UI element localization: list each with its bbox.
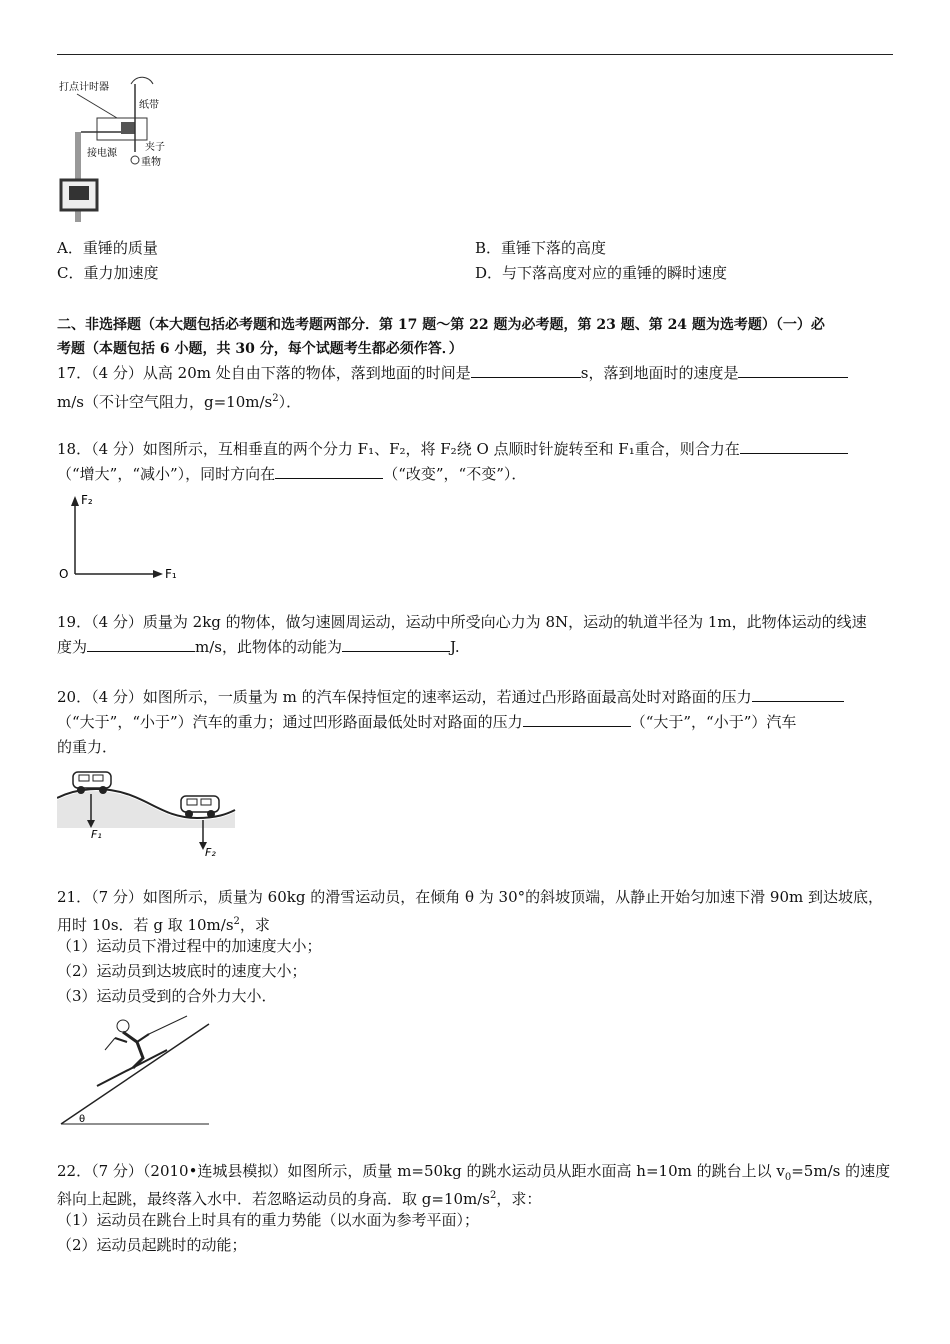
- ski-slope-figure: [57, 1012, 217, 1130]
- q20-text-a: 20．（4 分）如图所示，一质量为 m 的汽车保持恒定的速率运动，若通过凸形路面最高处时对路面的压力: [57, 688, 752, 706]
- f2-label: F₂: [205, 846, 216, 859]
- q21-sup: 2: [233, 916, 240, 927]
- q17-blank-time[interactable]: [471, 363, 581, 378]
- q21-sub2: （2）运动员到达坡底时的速度大小；: [57, 962, 307, 980]
- q21-line2: [57, 911, 270, 936]
- car-bottom: [181, 796, 219, 818]
- q17-text-a: 17．（4 分）从高 20m 处自由下落的物体，落到地面的时间是: [57, 364, 471, 382]
- q18-text-a: 18．（4 分）如图所示，互相垂直的两个分力 F₁、F₂，将 F₂绕 O 点顺时针旋转至和 F₁重合，则合力在: [57, 440, 740, 458]
- label-weight: 重物: [141, 157, 161, 168]
- force-diagram: [57, 490, 187, 585]
- q19-blank-speed[interactable]: [87, 637, 195, 652]
- q18-line1: [57, 438, 848, 460]
- q19-text-c: J.: [450, 638, 460, 656]
- q18-blank-direction[interactable]: [275, 464, 383, 479]
- choice-d: D．与下落高度对应的重锤的瞬时速度: [475, 264, 728, 282]
- q22-sub-v0: 0: [784, 1172, 792, 1183]
- choice-c: C．重力加速度: [57, 264, 159, 282]
- weight: [131, 156, 139, 164]
- header-rule: [57, 54, 893, 55]
- q22-sub2: （2）运动员起跳时的动能；: [57, 1236, 247, 1254]
- label-timer: 打点计时器: [59, 82, 109, 93]
- f1-label: F₁: [91, 828, 102, 841]
- section2-line2: 考题（本题包括 6 小题，共 30 分，每个试题考生都必须作答．）: [57, 341, 463, 357]
- f2-label: F₂: [81, 493, 93, 507]
- skier: [97, 1016, 187, 1086]
- q21-sub3: （3）运动员受到的合外力大小．: [57, 987, 277, 1005]
- apparatus-figure: [57, 70, 177, 230]
- q20-line2: [57, 711, 796, 733]
- label-power: 接电源: [87, 148, 117, 159]
- q20-line3: 的重力．: [57, 738, 118, 756]
- label-clip: 夹子: [145, 142, 165, 153]
- q21-text-b: ，求: [239, 916, 270, 934]
- f1-arrowhead: [153, 570, 163, 578]
- car-top: [73, 772, 111, 794]
- q20-text-b: （“大于”，“小于”）汽车的重力；通过凹形路面最低处时对路面的压力: [57, 713, 523, 731]
- q18-line2: [57, 463, 526, 485]
- q18-blank-magnitude[interactable]: [740, 439, 848, 454]
- q22-text-a: 22．（7 分）（2010•连城县模拟）如图所示，质量 m=50kg 的跳水运动员从距水面高 h=10m 的跳台上以 v: [57, 1162, 785, 1180]
- q20-line1: [57, 686, 844, 708]
- car-road-figure: [57, 760, 237, 860]
- q21-sub1: （1）运动员下滑过程中的加速度大小；: [57, 937, 322, 955]
- section2-line1: 二、非选择题（本大题包括必考题和选考题两部分．第 17 题～第 22 题为必考题，第 23 题、第 24 题为选考题）（一）必: [57, 317, 825, 333]
- q22-line2: [57, 1185, 541, 1210]
- q22-sup: 2: [490, 1190, 497, 1201]
- choice-a: A．重锤的质量: [57, 239, 158, 257]
- q17-text-d: ）．: [278, 393, 302, 411]
- q22-sub1: （1）运动员在跳台上时具有的重力势能（以水面为参考平面）；: [57, 1211, 480, 1229]
- q18-text-c: （“改变”，“不变”）．: [383, 465, 527, 483]
- q22-text-d: ，求：: [496, 1190, 542, 1208]
- origin-label: O: [59, 567, 69, 581]
- q19-text-b: m/s，此物体的动能为: [195, 638, 342, 656]
- q21-line1: 21．（7 分）如图所示，质量为 60kg 的滑雪运动员，在倾角 θ 为 30°的斜坡顶端，从静止开始匀加速下滑 90m 到达坡底，: [57, 888, 883, 906]
- q19-line1: 19．（4 分）质量为 2kg 的物体，做匀速圆周运动，运动中所受向心力为 8N，运动的轨道半径为 1m，此物体运动的线速: [57, 613, 867, 631]
- f2-arrowhead: [71, 496, 79, 506]
- q20-blank-convex[interactable]: [752, 687, 844, 702]
- q20-blank-concave[interactable]: [523, 712, 631, 727]
- choice-b: B．重锤下落的高度: [475, 239, 607, 257]
- q19-blank-energy[interactable]: [342, 637, 450, 652]
- label-tape: 纸带: [139, 100, 159, 111]
- theta-label: θ: [79, 1114, 86, 1125]
- q22-text-b: =5m/s 的速度: [791, 1162, 891, 1180]
- f1-label: F₁: [165, 567, 177, 581]
- q21-text-a: 用时 10s．若 g 取 10m/s: [57, 916, 234, 934]
- q17-text-b: s，落到地面时的速度是: [580, 364, 739, 382]
- q17-line1: [57, 362, 848, 384]
- q17-sup: 2: [272, 393, 279, 404]
- q22-text-c: 斜向上起跳，最终落入水中．若忽略运动员的身高．取 g=10m/s: [57, 1190, 491, 1208]
- q17-blank-speed[interactable]: [738, 363, 848, 378]
- q20-text-c: （“大于”，“小于”）汽车: [630, 713, 797, 731]
- q19-text-a: 度为: [57, 638, 88, 656]
- q18-text-b: （“增大”，“减小”），同时方向在: [57, 465, 276, 483]
- q17-line2: [57, 388, 301, 413]
- q19-line2: [57, 636, 460, 658]
- q17-text-c: m/s（不计空气阻力，g=10m/s: [57, 393, 273, 411]
